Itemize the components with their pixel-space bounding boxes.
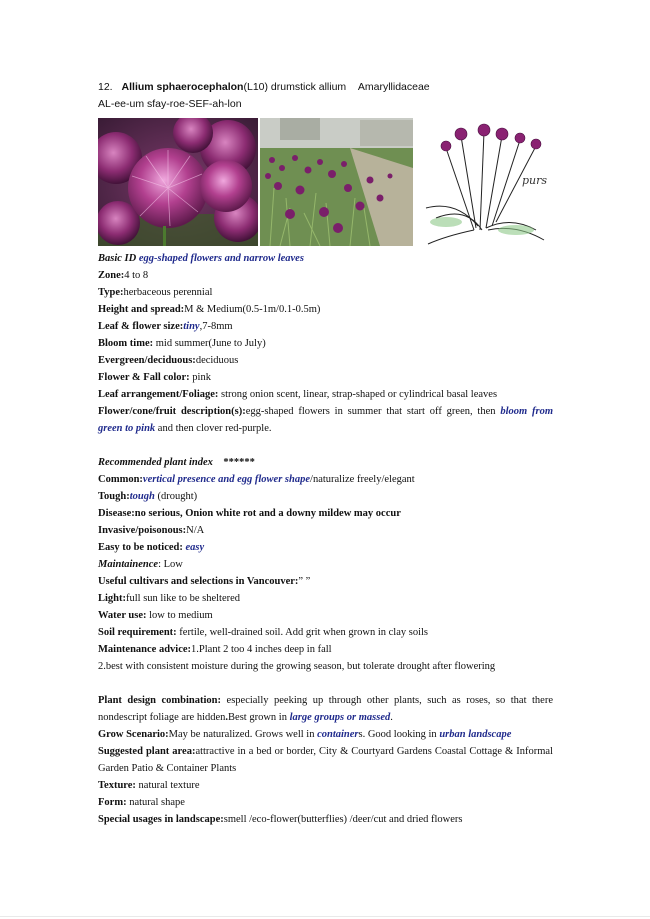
form-label: Form: <box>98 797 127 808</box>
disease-value: no serious, Onion white rot and a downy mildew may occur <box>134 508 401 519</box>
height-label: Height and spread: <box>98 304 185 315</box>
fall-color-row <box>98 369 553 386</box>
light-label: Light: <box>98 593 127 604</box>
cultivars-value: ” ” <box>298 576 311 587</box>
maint-value: : Low <box>158 559 183 570</box>
light-value: full sun like to be sheltered <box>126 593 241 604</box>
rec-index-label: Recommended plant index <box>98 457 213 468</box>
leaf-size-label: Leaf & flower size: <box>98 321 184 332</box>
water-label: Water use: <box>98 610 147 621</box>
grow-em: container <box>317 729 359 740</box>
zone-label: Zone: <box>98 270 125 281</box>
height-value: M & Medium(0.5-1m/0.1-0.5m) <box>184 304 321 315</box>
special-value: smell /eco-flower(butterflies) /deer/cut and dried flowers <box>223 814 463 825</box>
type-row <box>98 284 553 301</box>
basic-id-label: Basic ID <box>98 253 137 264</box>
cultivars-label: Useful cultivars and selections in Vancouver: <box>98 576 299 587</box>
advice-row-2: 2.best with consistent moisture during the growing season, but tolerate drought after flowering <box>98 661 496 672</box>
invasive-row <box>98 522 553 539</box>
combination-end: . <box>390 712 393 723</box>
fruit-em: bloom from green to pink <box>98 406 553 434</box>
tough-label: Tough: <box>98 491 130 502</box>
invasive-value: N/A <box>186 525 205 536</box>
fall-color-label: Flower & Fall color: <box>98 372 190 383</box>
code-common-name: (L10) drumstick allium <box>243 81 347 93</box>
special-row <box>98 811 553 828</box>
allium-closeup-photo <box>98 118 258 246</box>
plant-images <box>98 118 548 246</box>
type-label: Type: <box>98 287 124 298</box>
grow-em-2: urban landscape <box>439 729 512 740</box>
tough-value: (drought) <box>154 491 198 502</box>
advice-row <box>98 641 553 658</box>
evergreen-value: deciduous <box>195 355 239 366</box>
disease-label: Disease: <box>98 508 135 519</box>
height-row <box>98 301 553 318</box>
bloom-value: mid summer(June to July) <box>153 338 266 349</box>
grow-value: May be naturalized. Grows well in <box>168 729 318 740</box>
form-row <box>98 794 553 811</box>
water-row <box>98 607 553 624</box>
combination-row <box>98 692 553 726</box>
combination-value-2: Best grown in <box>228 712 290 723</box>
tough-row <box>98 488 553 505</box>
plant-description <box>98 250 553 828</box>
easy-row <box>98 539 553 556</box>
fall-color-value: pink <box>189 372 211 383</box>
zone-value: 4 to 8 <box>124 270 149 281</box>
rec-index-stars: ****** <box>223 457 255 468</box>
grow-label: Grow Scenario: <box>98 729 169 740</box>
foliage-value: strong onion scent, linear, strap-shaped or cylindrical basal leaves <box>218 389 498 400</box>
common-label: Common: <box>98 474 143 485</box>
special-label: Special usages in landscape: <box>98 814 224 825</box>
texture-row <box>98 777 553 794</box>
plant-title <box>98 79 430 96</box>
soil-value: fertile, well-drained soil. Add grit when grown in clay soils <box>176 627 429 638</box>
rec-index-row <box>98 454 553 471</box>
combination-period: . <box>225 712 229 723</box>
foliage-label: Leaf arrangement/Foliage: <box>98 389 219 400</box>
common-value: /naturalize freely/elegant <box>310 474 415 485</box>
fruit-label: Flower/cone/fruit description(s): <box>98 406 246 417</box>
easy-label: Easy to be noticed: <box>98 542 183 553</box>
combination-em: large groups or massed <box>289 712 391 723</box>
page-bottom-edge <box>0 916 650 917</box>
texture-value: natural texture <box>135 780 200 791</box>
soil-row <box>98 624 553 641</box>
pronunciation: AL-ee-um sfay-roe-SEF-ah-lon <box>98 98 242 110</box>
basic-id-row <box>98 250 553 267</box>
form-value: natural shape <box>126 797 185 808</box>
latin-name: Allium sphaerocephalon <box>121 81 244 93</box>
fruit-value: egg-shaped flowers in summer that start off green, then <box>245 406 501 417</box>
maint-label: Maintainence <box>98 559 159 570</box>
soil-label: Soil requirement: <box>98 627 177 638</box>
area-label: Suggested plant area: <box>98 746 196 757</box>
fruit-tail: and then clover red-purple. <box>155 423 272 434</box>
grow-value-2: s. Good looking in <box>358 729 440 740</box>
advice-value: 1.Plant 2 too 4 inches deep in fall <box>191 644 332 655</box>
family-name: Amaryllidaceae <box>357 81 430 93</box>
evergreen-label: Evergreen/deciduous: <box>98 355 196 366</box>
leaf-size-em: tiny <box>183 321 200 332</box>
texture-label: Texture: <box>98 780 136 791</box>
disease-row <box>98 505 553 522</box>
combination-label: Plant design combination: <box>98 695 222 706</box>
foliage-row <box>98 386 553 403</box>
combination-value: especially peeking up through other plants, such as roses, so that there nondescript foliage are hidden <box>98 695 553 723</box>
water-value: low to medium <box>146 610 213 621</box>
zone-row <box>98 267 553 284</box>
sketch-annotation: purs <box>522 174 548 187</box>
basic-id-value: egg-shaped flowers and narrow leaves <box>138 253 304 264</box>
maint-row <box>98 556 553 573</box>
plant-number: 12. <box>98 81 113 93</box>
evergreen-row <box>98 352 553 369</box>
common-row <box>98 471 553 488</box>
cultivars-row <box>98 573 553 590</box>
type-value: herbaceous perennial <box>123 287 213 298</box>
easy-em: easy <box>185 542 205 553</box>
area-row <box>98 743 553 777</box>
advice-label: Maintenance advice: <box>98 644 192 655</box>
light-row <box>98 590 553 607</box>
tough-em: tough <box>129 491 155 502</box>
allium-sketch <box>416 118 548 246</box>
area-value: attractive in a bed or border, City & Courtyard Gardens Coastal Cottage & Informal Garden Patio & Container Plants <box>98 746 553 774</box>
allium-garden-photo <box>260 118 413 246</box>
common-em: vertical presence and egg flower shape <box>142 474 311 485</box>
plant-header <box>98 79 430 113</box>
invasive-label: Invasive/poisonous: <box>98 525 187 536</box>
leaf-size-row <box>98 318 553 335</box>
grow-row <box>98 726 553 743</box>
leaf-size-value: ,7-8mm <box>199 321 233 332</box>
bloom-label: Bloom time: <box>98 338 154 349</box>
bloom-row <box>98 335 553 352</box>
fruit-row <box>98 403 553 437</box>
